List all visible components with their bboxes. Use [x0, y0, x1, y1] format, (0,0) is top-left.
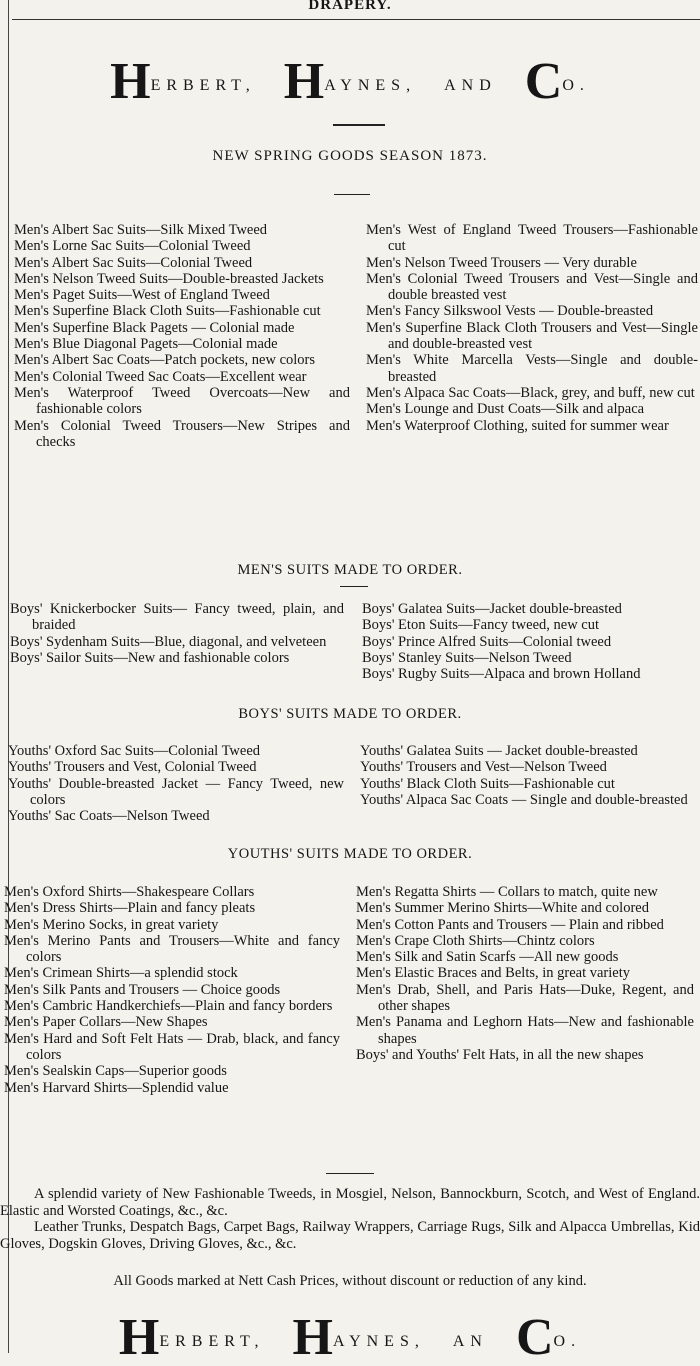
- paragraph-text: Leather Trunks, Despatch Bags, Carpet Bags, Railway Wrappers, Carriage Rugs, Silk and Alpacca Umbrellas, Kid Gloves, Dogskin Gloves, Driving Gloves, &c., &c.: [0, 1219, 700, 1252]
- divider: [326, 1173, 374, 1174]
- list-item: Men's Regatta Shirts — Collars to match, quite new: [356, 884, 658, 900]
- firm-word1-cap: H: [118, 1309, 160, 1366]
- list-item: Men's Colonial Tweed Sac Coats—Excellent wear: [14, 368, 307, 385]
- list-item: Men's Crimean Shirts—a splendid stock: [4, 965, 238, 982]
- boys-section-heading: BOYS' SUITS MADE TO ORDER.: [238, 706, 462, 722]
- list-item: Men's Colonial Tweed Trousers and Vest—Single and double breasted vest: [366, 270, 698, 304]
- list-item: Men's Superfine Black Cloth Suits—Fashionable cut: [14, 303, 321, 320]
- firm-word2-rest: AYNES,: [332, 1333, 425, 1350]
- firm-word3: AN: [452, 1333, 488, 1350]
- list-item: Youths' Sac Coats—Nelson Tweed: [8, 808, 210, 825]
- season-title: NEW SPRING GOODS SEASON 1873.: [212, 148, 488, 164]
- list-item: Men's Dress Shirts—Plain and fancy pleats: [4, 900, 256, 917]
- firm-word2-cap: H: [292, 1309, 333, 1366]
- youths-section-heading: YOUTHS' SUITS MADE TO ORDER.: [227, 846, 473, 862]
- left-column-rule: [8, 0, 9, 1353]
- list-item: Youths' Galatea Suits — Jacket double-breasted: [360, 743, 638, 759]
- list-item: Men's Nelson Tweed Suits—Double-breasted Jackets: [14, 270, 324, 287]
- list-item: Men's Merino Socks, in great variety: [4, 916, 219, 933]
- firm-word1-cap: H: [110, 53, 151, 110]
- list-item: Men's Elastic Braces and Belts, in great variety: [356, 965, 630, 982]
- list-item: Men's Colonial Tweed Trousers—New Stripes and checks: [14, 417, 350, 450]
- list-item: Men's Panama and Leghorn Hats—New and fashionable shapes: [356, 1014, 694, 1047]
- accessories-right-column: [356, 884, 694, 1063]
- firm-word4-rest: O.: [553, 1333, 582, 1350]
- list-item: Men's Lorne Sac Suits—Colonial Tweed: [14, 238, 251, 255]
- list-item: Men's Paper Collars—New Shapes: [4, 1014, 208, 1031]
- list-item: Men's Albert Sac Coats—Patch pockets, new colors: [14, 352, 316, 369]
- list-item: Boys' and Youths' Felt Hats, in all the new shapes: [356, 1046, 644, 1063]
- youths-right-column: [360, 743, 692, 808]
- firm-name-top: [0, 53, 700, 110]
- list-item: Men's Merino Pants and Trousers—White and fancy colors: [4, 932, 340, 966]
- youths-left-column: [8, 743, 344, 824]
- divider: [334, 194, 370, 195]
- divider: [333, 124, 385, 126]
- list-item: Men's Hard and Soft Felt Hats — Drab, black, and fancy colors: [4, 1030, 340, 1063]
- boys-left-column: [10, 601, 344, 666]
- list-item: Youths' Trousers and Vest—Nelson Tweed: [360, 759, 607, 776]
- list-item: Youths' Double-breasted Jacket — Fancy Tweed, new colors: [8, 775, 344, 808]
- list-item: Youths' Black Cloth Suits—Fashionable cut: [360, 775, 615, 792]
- list-item: Men's Nelson Tweed Trousers — Very durable: [366, 254, 637, 271]
- firm-word1-rest: ERBERT,: [150, 77, 256, 94]
- firm-name-bottom: [0, 1309, 700, 1366]
- list-item: Boys' Rugby Suits—Alpaca and brown Holland: [362, 666, 641, 683]
- list-item: Men's Albert Sac Suits—Colonial Tweed: [14, 254, 253, 271]
- firm-word4-rest: O.: [562, 77, 590, 94]
- list-item: Men's Harvard Shirts—Splendid value: [4, 1079, 229, 1096]
- list-item: Men's Superfine Black Cloth Trousers and Vest—Single and double-breasted vest: [366, 319, 698, 353]
- list-item: Men's Fancy Silkswool Vests — Double-breasted: [366, 303, 654, 320]
- firm-word1-rest: ERBERT,: [159, 1333, 265, 1350]
- divider: [340, 586, 368, 587]
- list-item: Men's White Marcella Vests—Single and double-breasted: [366, 352, 698, 385]
- men-left-column: [14, 222, 350, 450]
- accessories-left-column: [4, 884, 340, 1096]
- list-item: Men's West of England Tweed Trousers—Fashionable cut: [366, 222, 698, 255]
- list-item: Men's Alpaca Sac Coats—Black, grey, and buff, new cut: [366, 384, 695, 401]
- list-item: Boys' Knickerbocker Suits— Fancy tweed, plain, and braided: [10, 601, 344, 634]
- list-item: Men's Sealskin Caps—Superior goods: [4, 1063, 227, 1080]
- list-item: Men's Lounge and Dust Coats—Silk and alpaca: [366, 401, 645, 418]
- list-item: Boys' Eton Suits—Fancy tweed, new cut: [362, 617, 600, 634]
- list-item: Men's Waterproof Tweed Overcoats—New and fashionable colors: [14, 384, 350, 418]
- nett-cash-notice: All Goods marked at Nett Cash Prices, without discount or reduction of any kind.: [113, 1273, 587, 1289]
- list-item: Boys' Sailor Suits—New and fashionable colors: [10, 649, 290, 666]
- firm-word2-cap: H: [283, 53, 325, 110]
- list-item: Youths' Alpaca Sac Coats — Single and double-breasted: [360, 791, 688, 808]
- list-item: Boys' Sydenham Suits—Blue, diagonal, and velveteen: [10, 633, 327, 650]
- list-item: Men's Oxford Shirts—Shakespeare Collars: [4, 884, 255, 900]
- firm-word2-rest: AYNES,: [324, 77, 417, 94]
- list-item: Men's Paget Suits—West of England Tweed: [14, 287, 270, 304]
- list-item: Men's Summer Merino Shirts—White and colored: [356, 900, 649, 917]
- list-item: Men's Waterproof Clothing, suited for summer wear: [366, 417, 669, 434]
- list-item: Youths' Oxford Sac Suits—Colonial Tweed: [8, 743, 261, 759]
- list-item: Men's Albert Sac Suits—Silk Mixed Tweed: [14, 222, 268, 238]
- list-item: Boys' Galatea Suits—Jacket double-breasted: [362, 601, 622, 617]
- firm-word3: AND: [444, 77, 497, 94]
- list-item: Boys' Stanley Suits—Nelson Tweed: [362, 649, 572, 666]
- heading-rule: [12, 19, 700, 20]
- tweeds-paragraph: [0, 1186, 700, 1252]
- men-section-heading: MEN'S SUITS MADE TO ORDER.: [237, 562, 463, 578]
- list-item: Men's Cotton Pants and Trousers — Plain and ribbed: [356, 916, 664, 933]
- list-item: Men's Superfine Black Pagets — Colonial made: [14, 319, 295, 336]
- boys-right-column: [362, 601, 696, 682]
- list-item: Men's Drab, Shell, and Paris Hats—Duke, Regent, and other shapes: [356, 981, 694, 1015]
- firm-word4-cap: C: [515, 1309, 554, 1366]
- men-right-column: [366, 222, 698, 434]
- page-heading: DRAPERY.: [308, 0, 392, 13]
- list-item: Men's Silk Pants and Trousers — Choice goods: [4, 981, 281, 998]
- firm-word4-cap: C: [524, 53, 563, 110]
- list-item: Men's Crape Cloth Shirts—Chintz colors: [356, 932, 595, 949]
- list-item: Men's Cambric Handkerchiefs—Plain and fancy borders: [4, 998, 333, 1015]
- list-item: Youths' Trousers and Vest, Colonial Tweed: [8, 759, 257, 776]
- paragraph-text: A splendid variety of New Fashionable Tweeds, in Mosgiel, Nelson, Bannockburn, Scotch, and West of England. Elastic and Worsted Coatings, &c., &c.: [0, 1186, 700, 1219]
- list-item: Men's Silk and Satin Scarfs —All new goods: [356, 949, 619, 966]
- list-item: Boys' Prince Alfred Suits—Colonial tweed: [362, 633, 612, 650]
- list-item: Men's Blue Diagonal Pagets—Colonial made: [14, 336, 278, 353]
